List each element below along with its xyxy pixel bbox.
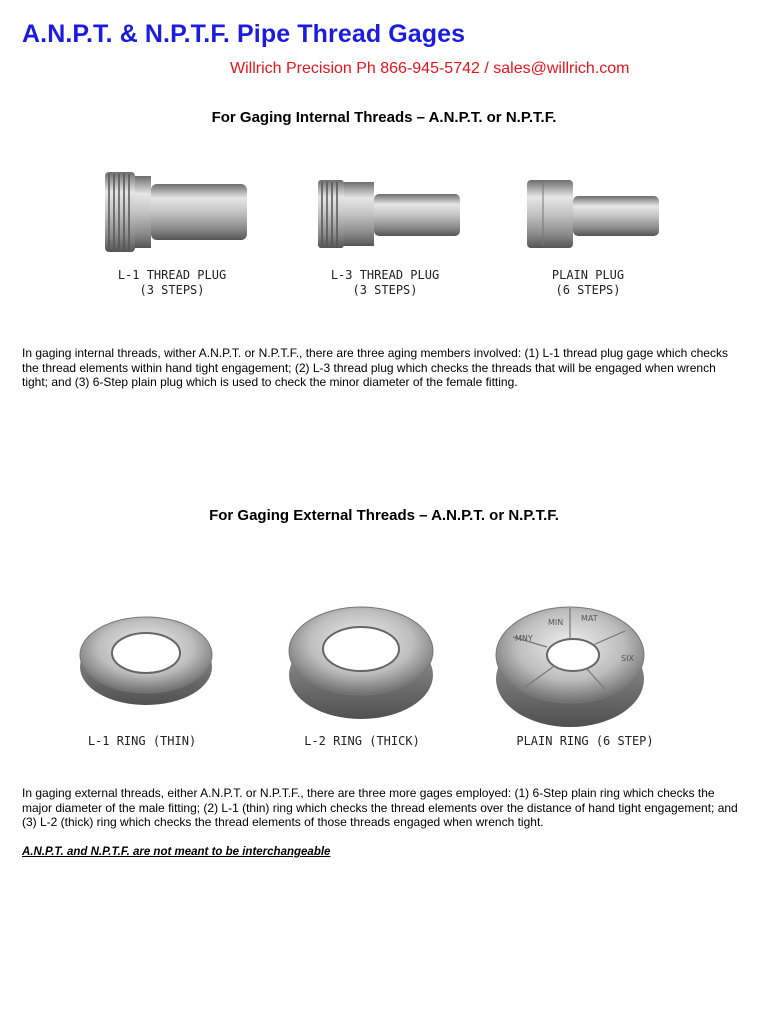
l1-thread-plug-image [105,172,247,252]
plug-gages-photo [85,160,685,332]
internal-threads-paragraph: In gaging internal threads, wither A.N.P.T. or N.P.T.F., there are three aging members involved: (1) L-1 thread plug gage which checks the thread elements within hand tight engagement; (2) L-3 thread plug which checks the threads that will be engaged when wrench tight; and (3) 6-Step plain plug which is used to check the minor diameter of the female fitting. [22,346,728,390]
ring-stamp-six: SIX [621,654,634,663]
contact-info: Willrich Precision Ph 866-945-5742 / sales@willrich.com [230,60,630,77]
interchangeability-note: A.N.P.T. and N.P.T.F. are not meant to be interchangeable [22,846,331,858]
plain-plug-caption: PLAIN PLUG (6 STEPS) [551,268,625,297]
l1-ring-caption: L-1 RING (THIN) [87,734,197,748]
l2-ring-thick-image [289,607,433,719]
l3-thread-plug-caption: L-3 THREAD PLUG (3 STEPS) [330,268,440,297]
internal-threads-heading: For Gaging Internal Threads – A.N.P.T. or N.P.T.F. [211,109,557,126]
external-threads-paragraph: In gaging external threads, either A.N.P.T. or N.P.T.F., there are three more gages employed: (1) 6-Step plain ring which checks the major diameter of the male fitting; (2) L-1 (thin) ring which checks the thread elements over the distance of hand tight engagement; and (3) L-2 (thick) ring which checks the thread elements of those threads engaged when wrench tight. [22,786,738,830]
plain-plug-image [527,180,659,248]
l1-thread-plug-caption: L-1 THREAD PLUG (3 STEPS) [117,268,227,297]
l3-thread-plug-image [318,180,460,248]
ring-stamp-min: MIN [548,618,564,627]
plain-ring-image [496,607,644,727]
external-threads-heading: For Gaging External Threads – A.N.P.T. or N.P.T.F. [209,507,559,524]
ring-stamp-mny: MNY [515,634,533,643]
l1-ring-thin-image [80,617,212,705]
document-title: A.N.P.T. & N.P.T.F. Pipe Thread Gages [22,20,466,48]
ring-stamp-mat: MAT [581,614,598,623]
plain-ring-caption: PLAIN RING (6 STEP) [516,734,654,748]
l2-ring-caption: L-2 RING (THICK) [304,734,420,748]
